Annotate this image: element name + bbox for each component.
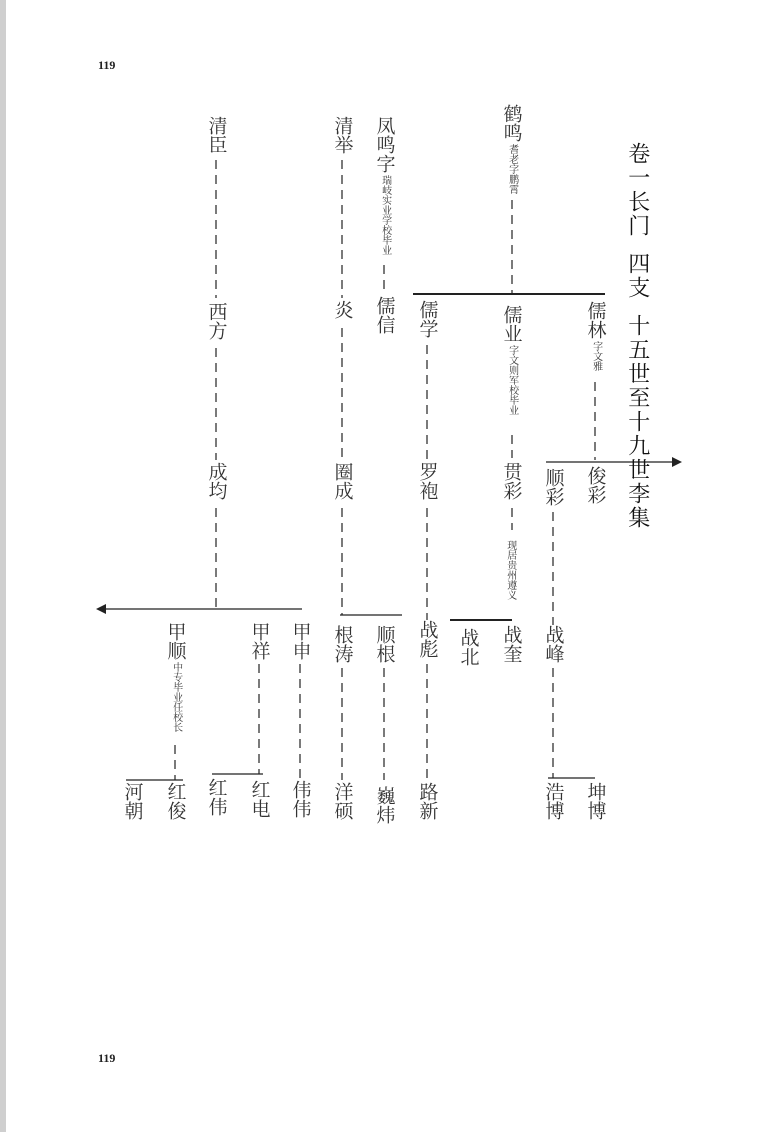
person-zhankui: 战奎 (500, 625, 523, 663)
person-kunbo: 坤博 (584, 782, 607, 820)
person-guancai-note: 现居贵州遵义 (504, 540, 516, 600)
person-zhanfeng: 战峰 (542, 625, 565, 663)
person-hechao: 河朝 (121, 782, 144, 820)
person-xifang: 西方 (205, 302, 228, 340)
person-jiashun: 甲顺 中专毕业任校长 (164, 622, 187, 732)
person-ruxin: 儒信 (373, 296, 396, 334)
person-qingchen: 清臣 (205, 116, 228, 154)
person-hongwei: 红伟 (205, 778, 228, 816)
person-zhanbiao: 战彪 (416, 620, 439, 658)
person-qingju: 清举 (331, 116, 354, 154)
person-rulin: 儒林 字文雅 (584, 301, 607, 371)
person-ruxue: 儒学 (416, 300, 439, 338)
person-quancheng: 圈成 (331, 462, 354, 500)
title-part-2: 四支 (624, 252, 650, 300)
person-hongjun: 红俊 (164, 782, 187, 820)
person-shungen: 顺根 (373, 625, 396, 663)
person-fengming: 凤鸣字 瑞岐实业学校毕业 (373, 116, 396, 255)
person-weiwei2: 巍炜 (373, 786, 396, 824)
person-yangshuo: 洋硕 (331, 782, 354, 820)
person-shuncai: 顺彩 (542, 468, 565, 506)
title-part-3: 十五世至十九世李集 (624, 314, 650, 530)
person-chengjun: 成均 (205, 462, 228, 500)
person-jiashen: 甲申 (289, 622, 312, 660)
person-ruye: 儒业 字文则军校毕业 (500, 305, 523, 415)
person-hongdian: 红电 (248, 780, 271, 818)
person-juncai: 俊彩 (584, 466, 607, 504)
person-heming: 鹤鸣 耆老字鹏霄 (500, 104, 523, 194)
person-haobo: 浩博 (542, 782, 565, 820)
person-guancai: 贯彩 (500, 462, 523, 500)
page-title (625, 142, 649, 530)
person-yan: 炎 (331, 300, 354, 319)
page-number-bottom: 119 (98, 1051, 116, 1065)
person-weiwei: 伟伟 (289, 780, 312, 818)
person-gentao: 根涛 (331, 625, 354, 663)
person-luxin: 路新 (416, 782, 439, 820)
person-zhanbei: 战北 (457, 628, 480, 666)
person-luopao: 罗袍 (416, 462, 439, 500)
title-part-1: 卷一长门 (624, 142, 650, 238)
page-number-top: 119 (98, 58, 116, 72)
person-jiaxiang: 甲祥 (248, 622, 271, 660)
